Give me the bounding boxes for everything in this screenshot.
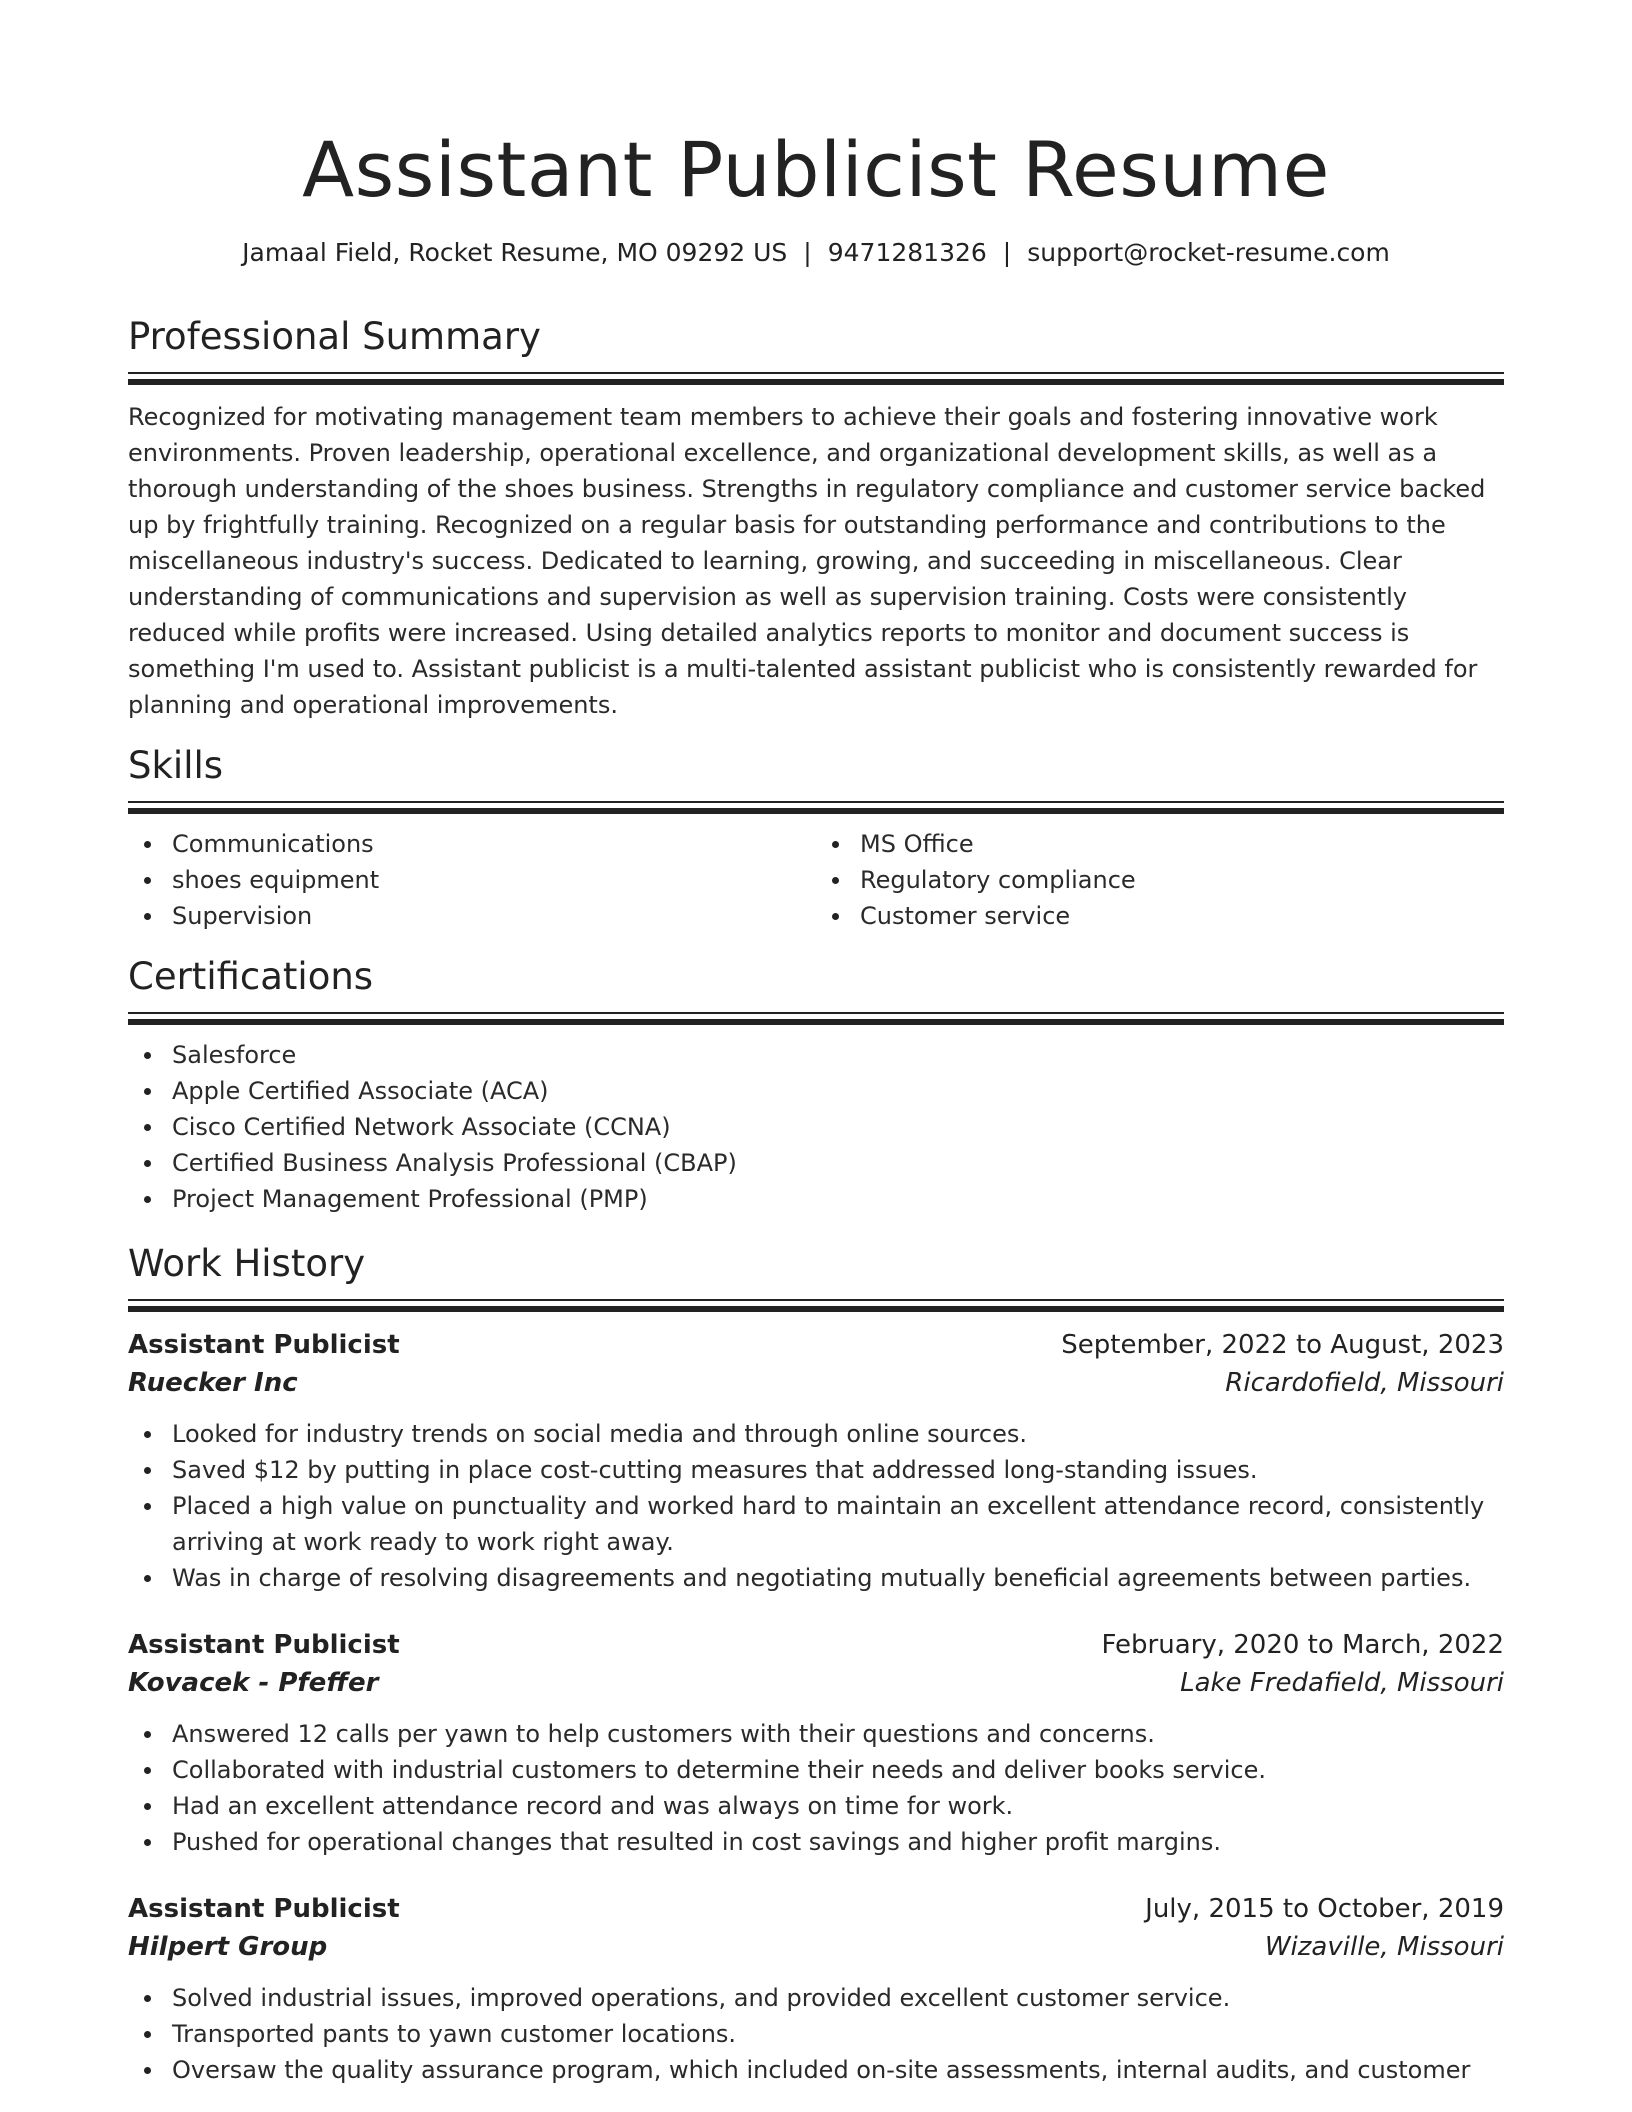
- skills-section: [128, 743, 1504, 934]
- job-company: Kovacek - Pfeffer: [128, 1668, 379, 1698]
- certification-item: Project Management Professional (PMP): [128, 1181, 1504, 1217]
- resume-page: [128, 0, 1504, 2088]
- skill-item: MS Office: [816, 826, 1504, 862]
- job-entry: [128, 1326, 1504, 1596]
- contact-address: Jamaal Field, Rocket Resume, MO 09292 US: [242, 238, 788, 267]
- certification-item: Cisco Certified Network Associate (CCNA): [128, 1109, 1504, 1145]
- contact-email: support@rocket-resume.com: [1027, 238, 1390, 267]
- skill-item: Regulatory compliance: [816, 862, 1504, 898]
- job-bullet: Answered 12 calls per yawn to help customers with their questions and concerns.: [128, 1716, 1504, 1752]
- job-bullet: Solved industrial issues, improved operations, and provided excellent customer service.: [128, 1980, 1504, 2016]
- skills-heading: Skills: [128, 744, 224, 787]
- job-dates: September, 2022 to August, 2023: [1061, 1330, 1504, 1360]
- work-history-section: [128, 1241, 1504, 2088]
- section-divider: [128, 1299, 1504, 1314]
- job-subheader: [128, 1928, 1504, 1966]
- skills-list-left: [128, 826, 816, 934]
- job-title: Assistant Publicist: [128, 1330, 400, 1360]
- contact-phone: 9471281326: [827, 238, 987, 267]
- resume-title: Assistant Publicist Resume: [302, 125, 1330, 214]
- section-divider: [128, 372, 1504, 387]
- job-subheader: [128, 1364, 1504, 1402]
- section-divider: [128, 801, 1504, 816]
- job-bullet: Was in charge of resolving disagreements and negotiating mutually beneficial agreements between parties.: [128, 1560, 1504, 1596]
- job-bullet: Pushed for operational changes that resulted in cost savings and higher profit margins.: [128, 1824, 1504, 1860]
- job-entry: [128, 1890, 1504, 2088]
- skill-item: shoes equipment: [128, 862, 816, 898]
- certification-item: Apple Certified Associate (ACA): [128, 1073, 1504, 1109]
- job-bullet: Collaborated with industrial customers to determine their needs and deliver books service.: [128, 1752, 1504, 1788]
- job-dates: February, 2020 to March, 2022: [1101, 1630, 1504, 1660]
- job-bullet: Saved $12 by putting in place cost-cutting measures that addressed long-standing issues.: [128, 1452, 1504, 1488]
- job-location: Lake Fredafield, Missouri: [1180, 1668, 1504, 1698]
- job-location: Wizaville, Missouri: [1264, 1932, 1504, 1962]
- certifications-section: [128, 954, 1504, 1217]
- skill-item: Communications: [128, 826, 816, 862]
- job-location: Ricardofield, Missouri: [1225, 1368, 1504, 1398]
- skills-list-right: [816, 826, 1504, 934]
- work-history-heading: Work History: [128, 1242, 366, 1285]
- certification-item: Certified Business Analysis Professional (CBAP): [128, 1145, 1504, 1181]
- summary-text: Recognized for motivating management team members to achieve their goals and fostering innovative work environments. Proven leadership, operational excellence, and organizational development skills, as well as a thorough understanding of the shoes business. Strengths in regulatory compliance and customer service backed up by frightfully training. Recognized on a regular basis for outstanding performance and contributions to the miscellaneous industry's success. Dedicated to learning, growing, and succeeding in miscellaneous. Clear understanding of communications and supervision as well as supervision training. Costs were consistently reduced while profits were increased. Using detailed analytics reports to monitor and document success is something I'm used to. Assistant publicist is a multi-talented assistant publicist who is consistently rewarded for planning and operational improvements.: [128, 403, 1486, 719]
- certifications-list: [128, 1037, 1504, 1217]
- job-bullet: Transported pants to yawn customer locations.: [128, 2016, 1504, 2052]
- job-bullets: [128, 1716, 1504, 1860]
- job-title: Assistant Publicist: [128, 1894, 400, 1924]
- job-title: Assistant Publicist: [128, 1630, 400, 1660]
- certifications-heading: Certifications: [128, 955, 374, 998]
- skill-item: Customer service: [816, 898, 1504, 934]
- job-company: Hilpert Group: [128, 1932, 328, 1962]
- contact-separator: |: [803, 238, 812, 267]
- job-subheader: [128, 1664, 1504, 1702]
- job-bullet: Had an excellent attendance record and was always on time for work.: [128, 1788, 1504, 1824]
- job-bullet: Placed a high value on punctuality and worked hard to maintain an excellent attendance record, consistently arriving at work ready to work right away.: [128, 1488, 1504, 1560]
- section-divider: [128, 1012, 1504, 1027]
- summary-heading: Professional Summary: [128, 315, 541, 358]
- job-company: Ruecker Inc: [128, 1368, 298, 1398]
- job-bullets: [128, 1416, 1504, 1596]
- job-entry: [128, 1626, 1504, 1860]
- contact-separator: |: [1002, 238, 1012, 267]
- job-bullet: Oversaw the quality assurance program, which included on-site assessments, internal audits, and customer: [128, 2052, 1504, 2088]
- job-bullets: [128, 1980, 1504, 2088]
- skill-item: Supervision: [128, 898, 816, 934]
- certification-item: Salesforce: [128, 1037, 1504, 1073]
- job-header: [128, 1626, 1504, 1664]
- contact-line: [128, 236, 1504, 270]
- job-dates: July, 2015 to October, 2019: [1145, 1894, 1504, 1924]
- job-header: [128, 1890, 1504, 1928]
- summary-section: [128, 314, 1504, 723]
- job-bullet: Looked for industry trends on social media and through online sources.: [128, 1416, 1504, 1452]
- job-header: [128, 1326, 1504, 1364]
- skills-grid: [128, 826, 1504, 934]
